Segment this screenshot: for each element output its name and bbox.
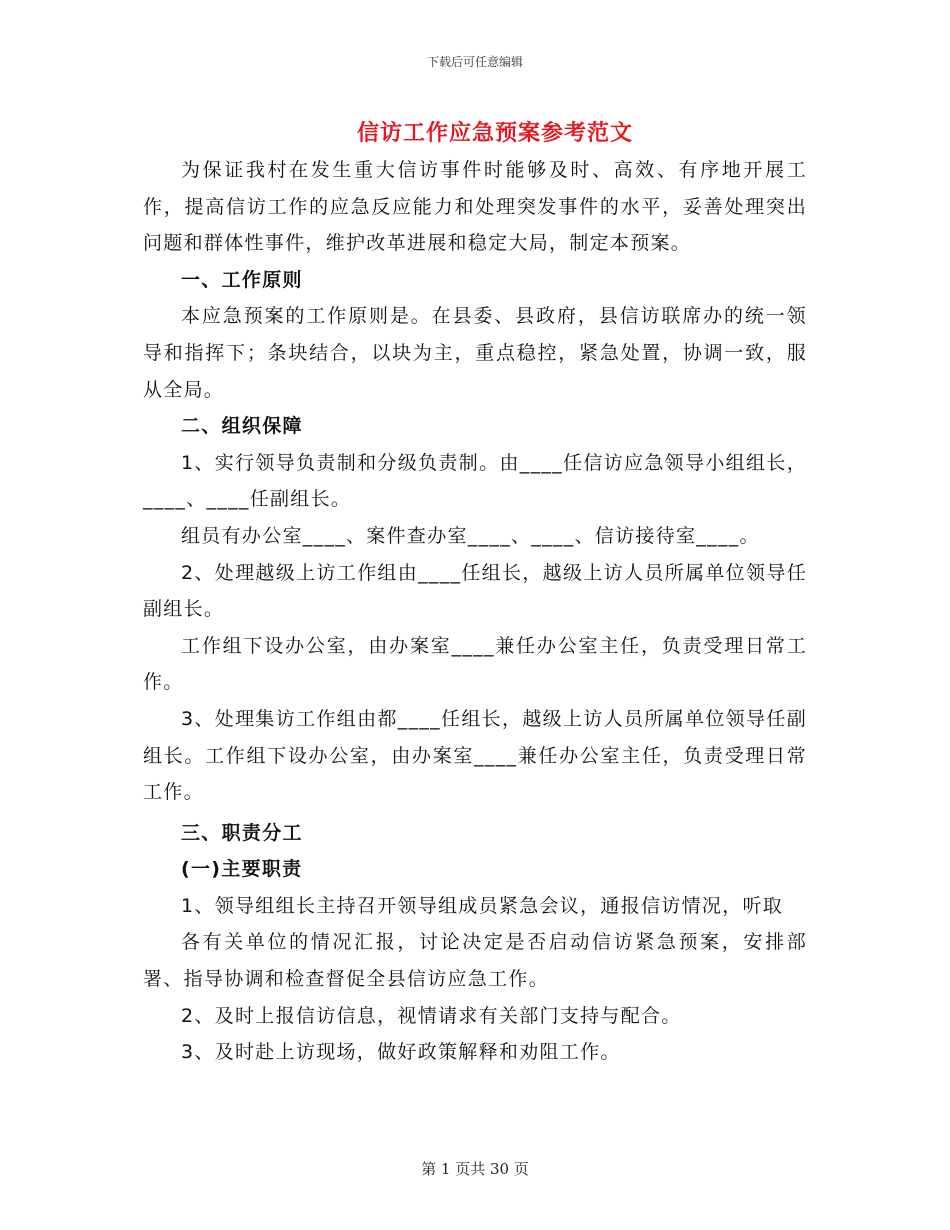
paragraph-org-2: 2、处理越级上访工作组由____任组长，越级上访人员所属单位领导任副组长。 [143, 561, 807, 621]
document-body [143, 152, 807, 1071]
document-title: 信访工作应急预案参考范文 [356, 121, 633, 146]
paragraph-org-1: 1、实行领导负责制和分级负责制。由____任信访应急领导小组组长，____、____任副组长。 [143, 451, 807, 511]
paragraph-org-members: 组员有办公室____、案件查办室____、____、信访接待室____。 [181, 524, 760, 547]
section-heading-principles: 一、工作原则 [181, 268, 303, 291]
paragraph-duty-1: 1、领导组组长主持召开领导组成员紧急会议，通报信访情况，听取 [181, 894, 784, 917]
paragraph-duty-3: 3、及时赴上访现场，做好政策解释和劝阻工作。 [181, 1041, 621, 1064]
paragraph-duty-2: 2、及时上报信访信息，视情请求有关部门支持与配合。 [181, 1004, 682, 1027]
section-heading-organization: 二、组织保障 [181, 415, 303, 438]
section-heading-duties: 三、职责分工 [181, 821, 303, 844]
subsection-heading-main-duties: (一)主要职责 [181, 858, 303, 881]
paragraph-duty-1-cont: 各有关单位的情况汇报，讨论决定是否启动信访紧急预案，安排部署、指导协调和检查督促全县信访应急工作。 [143, 931, 807, 991]
header-note: 下载后可任意编辑 [426, 55, 523, 69]
paragraph-principles: 本应急预案的工作原则是。在县委、县政府，县信访联席办的统一领导和指挥下；条块结合，以块为主，重点稳控，紧急处置，协调一致，服从全局。 [143, 305, 807, 401]
paragraph-org-2-office: 工作组下设办公室，由办案室____兼任办公室主任，负责受理日常工作。 [143, 634, 807, 694]
paragraph-org-3: 3、处理集访工作组由都____任组长，越级上访人员所属单位领导任副组长。工作组下设办公室，由办案室____兼任办公室主任，负责受理日常工作。 [143, 707, 807, 804]
page-number-footer: 第 1 页共 30 页 [421, 1160, 529, 1178]
paragraph-intro: 为保证我村在发生重大信访事件时能够及时、高效、有序地开展工作，提高信访工作的应急反应能力和处理突发事件的水平，妥善处理突出问题和群体性事件，维护改革进展和稳定大局，制定本预案。 [143, 159, 807, 255]
